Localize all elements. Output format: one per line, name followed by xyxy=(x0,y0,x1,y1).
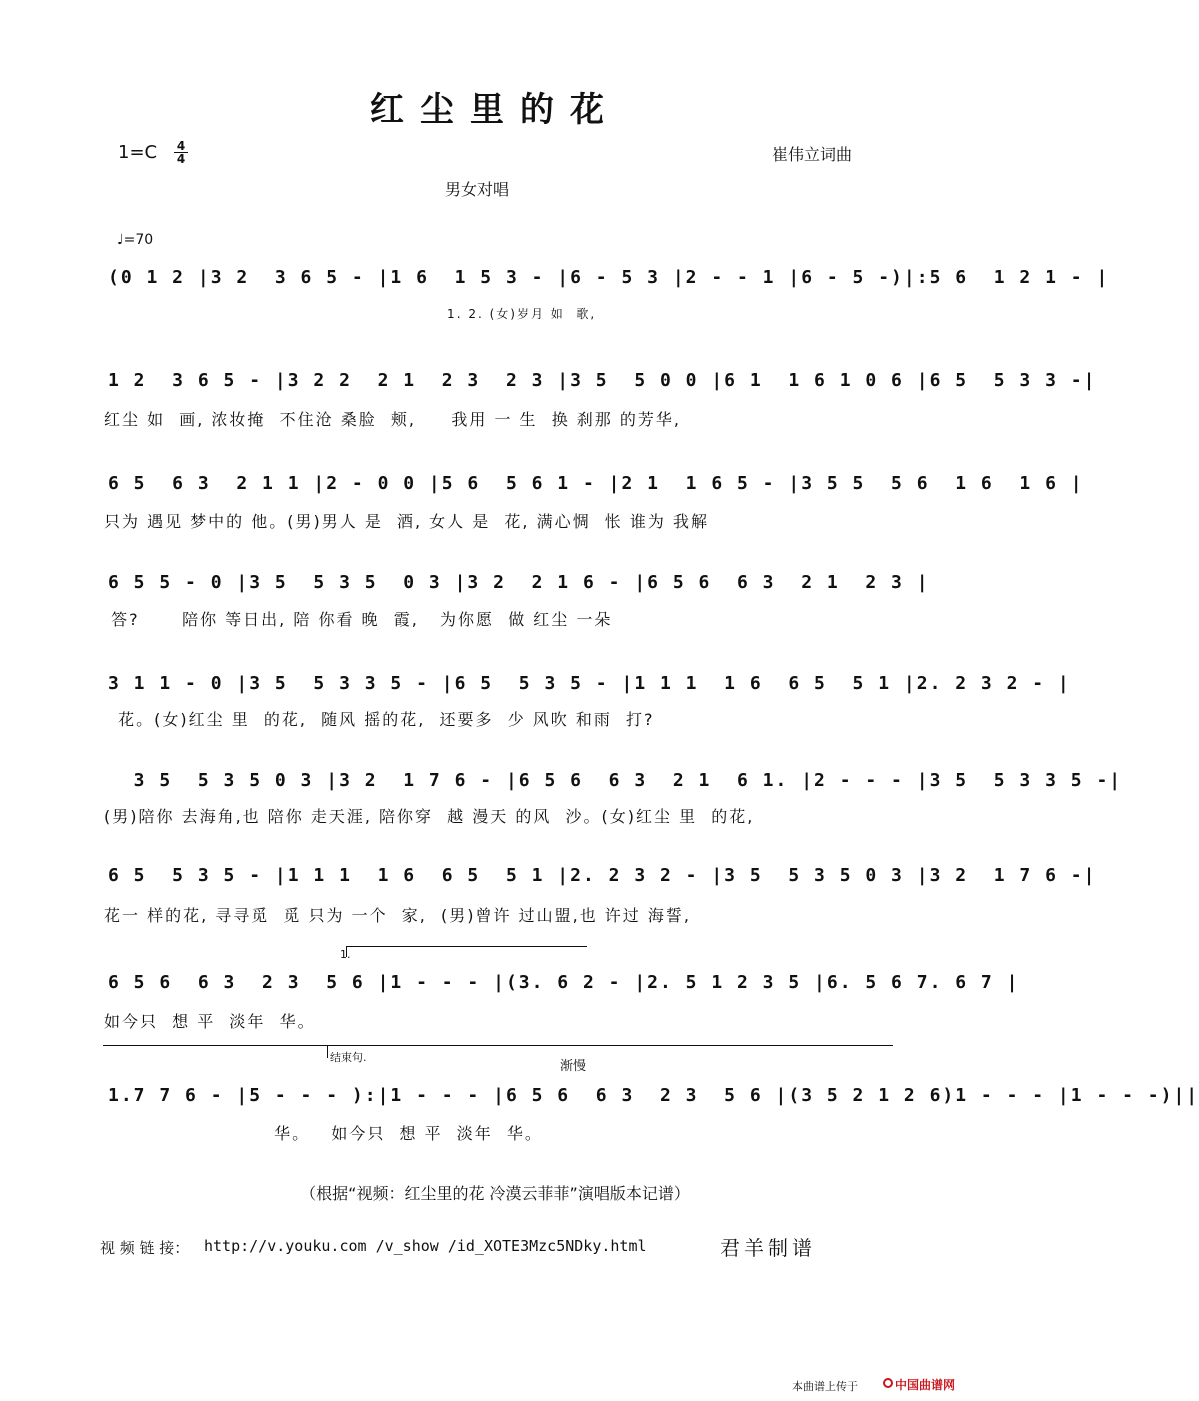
video-link-url[interactable]: http://v.youku.com /v_show /id_XOTE3Mzc5NDky.html xyxy=(204,1237,647,1255)
system-5-notes: 3 1 1 - 0 |3 5 5 3 3 5 - |6 5 5 3 5 - |1 1 1 1 6 6 5 5 1 |2. 2 3 2 - | xyxy=(108,673,1071,694)
score-title: 红尘里的花 xyxy=(370,90,620,130)
ending-section-line xyxy=(103,1045,893,1052)
system-6-lyrics: (男)陪你 去海角,也 陪你 走天涯, 陪你穿 越 漫天 的风 沙。(女)红尘 里 的花, xyxy=(104,807,755,826)
system-3-notes: 6 5 6 3 2 1 1 |2 - 0 0 |5 6 5 6 1 - |2 1 1 6 5 - |3 5 5 5 6 1 6 1 6 | xyxy=(108,473,1084,494)
time-signature xyxy=(174,140,188,165)
system-7-notes: 6 5 5 3 5 - |1 1 1 1 6 6 5 5 1 |2. 2 3 2 - |3 5 5 3 5 0 3 |3 2 1 7 6 -| xyxy=(108,865,1097,886)
performance-style: 男女对唱 xyxy=(445,180,510,199)
system-2-notes: 1 2 3 6 5 - |3 2 2 2 1 2 3 2 3 |3 5 5 0 0 |6 1 1 6 1 0 6 |6 5 5 3 3 -| xyxy=(108,370,1097,391)
system-1-notes: (0 1 2 |3 2 3 6 5 - |1 6 1 5 3 - |6 - 5 3 |2 - - 1 |6 - 5 -)|:5 6 1 2 1 - | xyxy=(108,267,1110,288)
system-8-lyrics: 如今只 想 平 淡年 华。 xyxy=(104,1012,316,1031)
first-ending-bracket xyxy=(346,946,587,957)
system-9-notes: 1.7 7 6 - |5 - - - ):|1 - - - |6 5 6 6 3 2 3 5 6 |(3 5 2 1 2 6)1 - - - |1 - - -)|| xyxy=(108,1085,1199,1106)
key-signature: 1=C xyxy=(118,142,158,163)
ending-bracket-mark xyxy=(327,1046,328,1058)
source-note: （根据“视频：红尘里的花 冷漠云菲菲”演唱版本记谱） xyxy=(300,1184,690,1203)
system-9-lyrics: 华。 如今只 想 平 淡年 华。 xyxy=(104,1124,543,1143)
tempo-marking: ♩=70 xyxy=(117,232,154,248)
ritardando-marking: 渐慢 xyxy=(560,1059,587,1074)
system-3-lyrics: 只为 遇见 梦中的 他。(男)男人 是 酒, 女人 是 花, 满心惆 怅 谁为 我解 xyxy=(104,512,709,531)
site-name[interactable]: 中国曲谱网 xyxy=(895,1378,956,1392)
system-7-lyrics: 花一 样的花, 寻寻觅 觅 只为 一个 家, (男)曾许 过山盟,也 许过 海誓, xyxy=(104,906,691,925)
upload-text: 本曲谱上传于 xyxy=(792,1380,858,1393)
system-5-lyrics: 花。(女)红尘 里 的花, 随风 摇的花, 还要多 少 风吹 和雨 打? xyxy=(104,710,655,729)
system-4-lyrics: 答? 陪你 等日出, 陪 你看 晚 霞, 为你愿 做 红尘 一朵 xyxy=(104,610,613,629)
system-4-notes: 6 5 5 - 0 |3 5 5 3 5 0 3 |3 2 2 1 6 - |6 5 6 6 3 2 1 2 3 | xyxy=(108,572,930,593)
system-1-lyrics: 1. 2. (女)岁月 如 歌, xyxy=(104,307,597,321)
system-2-lyrics: 红尘 如 画, 浓妆掩 不住沧 桑脸 颊, 我用 一 生 换 刹那 的芳华, xyxy=(104,410,681,429)
meter-top: 4 xyxy=(174,140,188,153)
video-link-label: 视 频 链 接： xyxy=(100,1239,190,1257)
ending-phrase-label: 结束句. xyxy=(330,1051,367,1064)
site-logo-icon xyxy=(883,1378,893,1388)
meter-bottom: 4 xyxy=(176,152,186,166)
system-6-notes: 3 5 5 3 5 0 3 |3 2 1 7 6 - |6 5 6 6 3 2 1 6 1. |2 - - - |3 5 5 3 3 5 -| xyxy=(108,770,1123,791)
system-8-notes: 6 5 6 6 3 2 3 5 6 |1 - - - |(3. 6 2 - |2. 5 1 2 3 5 |6. 5 6 7. 6 7 | xyxy=(108,972,1020,993)
composer-credit: 崔伟立词曲 xyxy=(772,145,853,164)
transcriber-signature: 君羊制谱 xyxy=(720,1236,816,1260)
first-ending-label: 1. xyxy=(340,948,351,961)
